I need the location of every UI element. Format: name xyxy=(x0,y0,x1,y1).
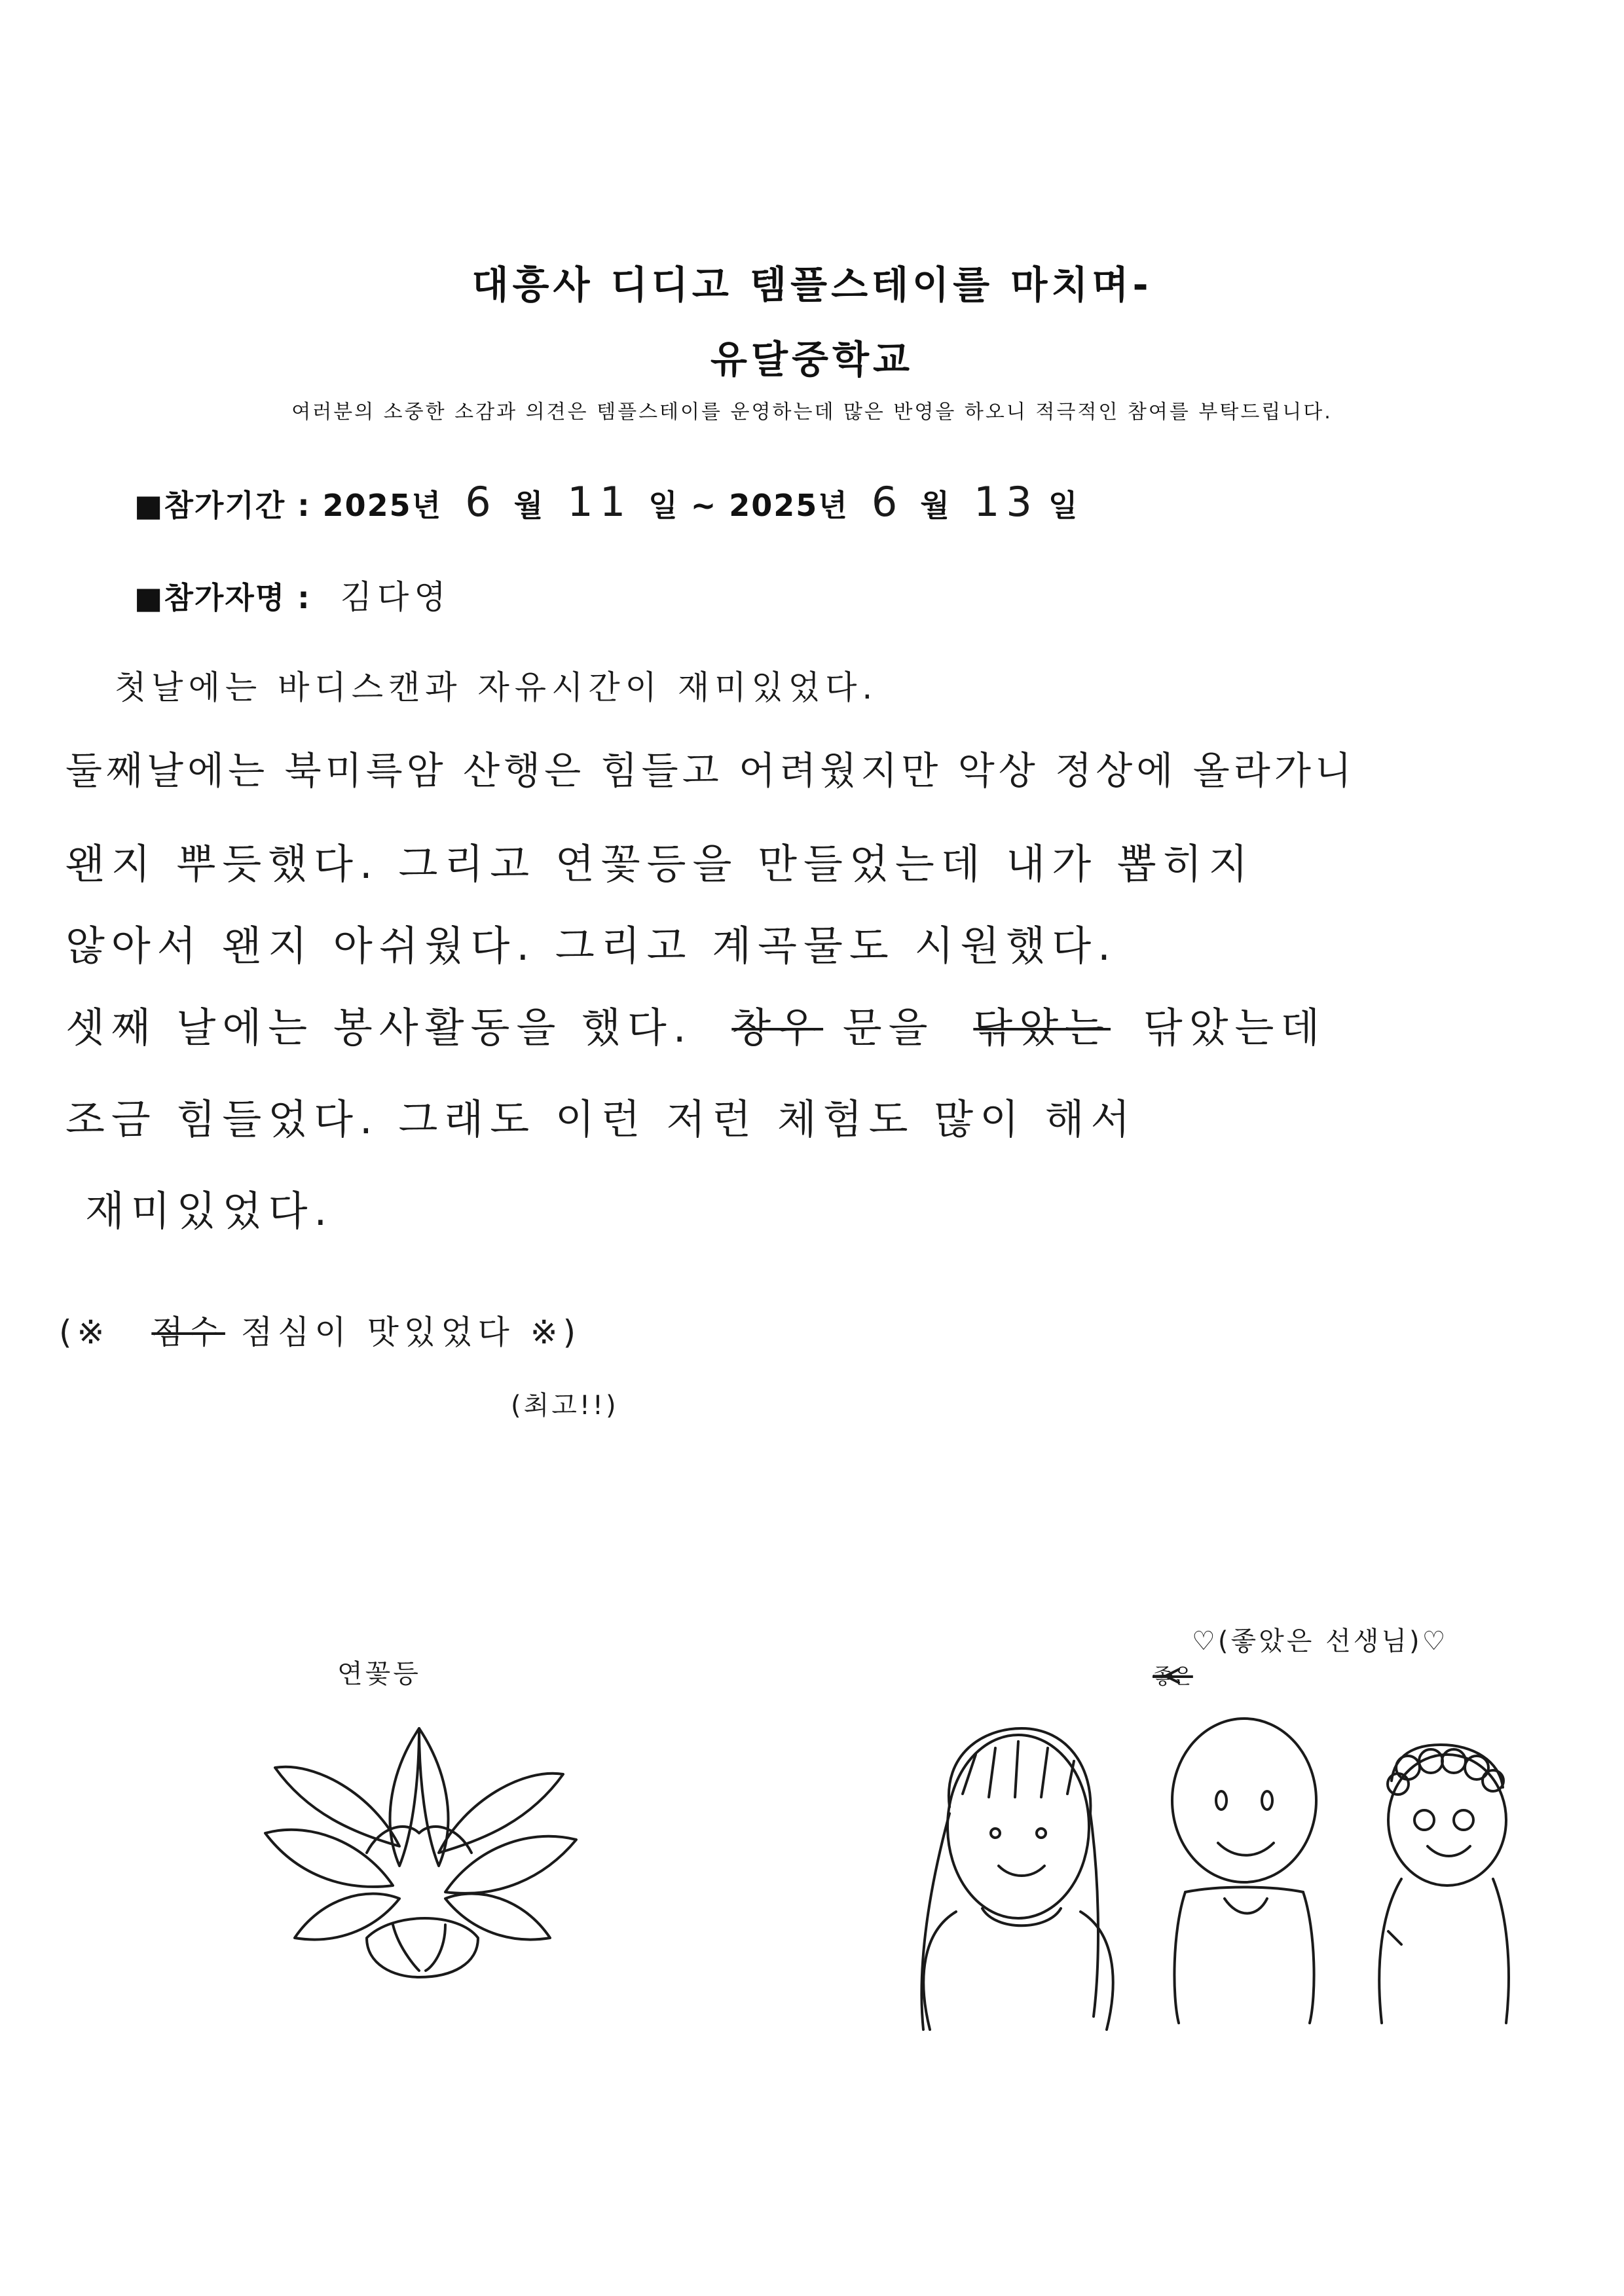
best-note: (최고!!) xyxy=(511,1391,619,1421)
teacher-caption: ♡(좋았은 선생님)♡ xyxy=(1192,1626,1449,1656)
lunch-note-struck: 점수 xyxy=(151,1313,225,1351)
lunch-note-open: (※ xyxy=(59,1313,110,1351)
period-label: ■참가기간 : 2025년 xyxy=(134,488,443,523)
lunch-note-text: 점심이 맛있었다 ※) xyxy=(240,1313,581,1351)
essay-line-5-end: 닦았는데 xyxy=(1143,1004,1327,1051)
essay-line-3: 왠지 뿌듯했다. 그리고 연꽃등을 만들었는데 내가 뽑히지 xyxy=(65,840,1255,888)
student-drawing xyxy=(921,1728,1113,2030)
period-separator: 일 ~ 2025년 xyxy=(648,488,849,523)
essay-struck-word-2: 닦았는 xyxy=(973,1004,1111,1051)
essay-line-2: 둘째날에는 북미륵암 산행은 힘들고 어려웠지만 악상 정상에 올라가니 xyxy=(65,748,1356,793)
essay-line-5-door: 문을 xyxy=(842,1004,934,1051)
end-month-unit: 월 xyxy=(920,488,951,523)
essay-line-7: 재미있었다. xyxy=(85,1187,334,1235)
caption-arrow xyxy=(1166,1669,1179,1683)
start-month-unit: 월 xyxy=(513,488,545,523)
school-name: 유달중학교 xyxy=(710,337,914,382)
name-label: ■참가자명 : xyxy=(134,580,311,615)
teacher-drawing xyxy=(1172,1719,1316,2023)
notice-text: 여러분의 소중한 소감과 의견은 템플스테이를 운영하는데 많은 반영을 하오니 적극적인 참여를 부탁드립니다. xyxy=(291,401,1333,424)
participant-name: 김다영 xyxy=(340,578,451,616)
document-title: 대흥사 디디고 템플스테이를 마치며- xyxy=(471,263,1153,307)
start-month: 6 xyxy=(465,478,498,526)
essay-line-4: 않아서 왠지 아쉬웠다. 그리고 계곡물도 시원했다. xyxy=(65,922,1117,970)
start-day: 11 xyxy=(567,478,633,526)
essay-line-5-start: 셋째 날에는 봉사활동을 했다. xyxy=(65,1004,693,1051)
lotus-lantern-drawing xyxy=(265,1728,576,1977)
monk-drawing xyxy=(1379,1745,1509,2023)
end-month: 6 xyxy=(871,478,904,526)
end-day-unit: 일 xyxy=(1048,488,1079,523)
lantern-label: 연꽃등 xyxy=(337,1659,421,1689)
essay-struck-word-1: 창우 xyxy=(731,1004,824,1051)
end-day: 13 xyxy=(973,478,1039,526)
teacher-caption-struck: 좋은 xyxy=(1153,1664,1193,1688)
essay-line-1: 첫날에는 바디스캔과 자유시간이 재미있었다. xyxy=(115,668,878,706)
essay-line-6: 조금 힘들었다. 그래도 이런 저런 체험도 많이 해서 xyxy=(65,1095,1137,1143)
